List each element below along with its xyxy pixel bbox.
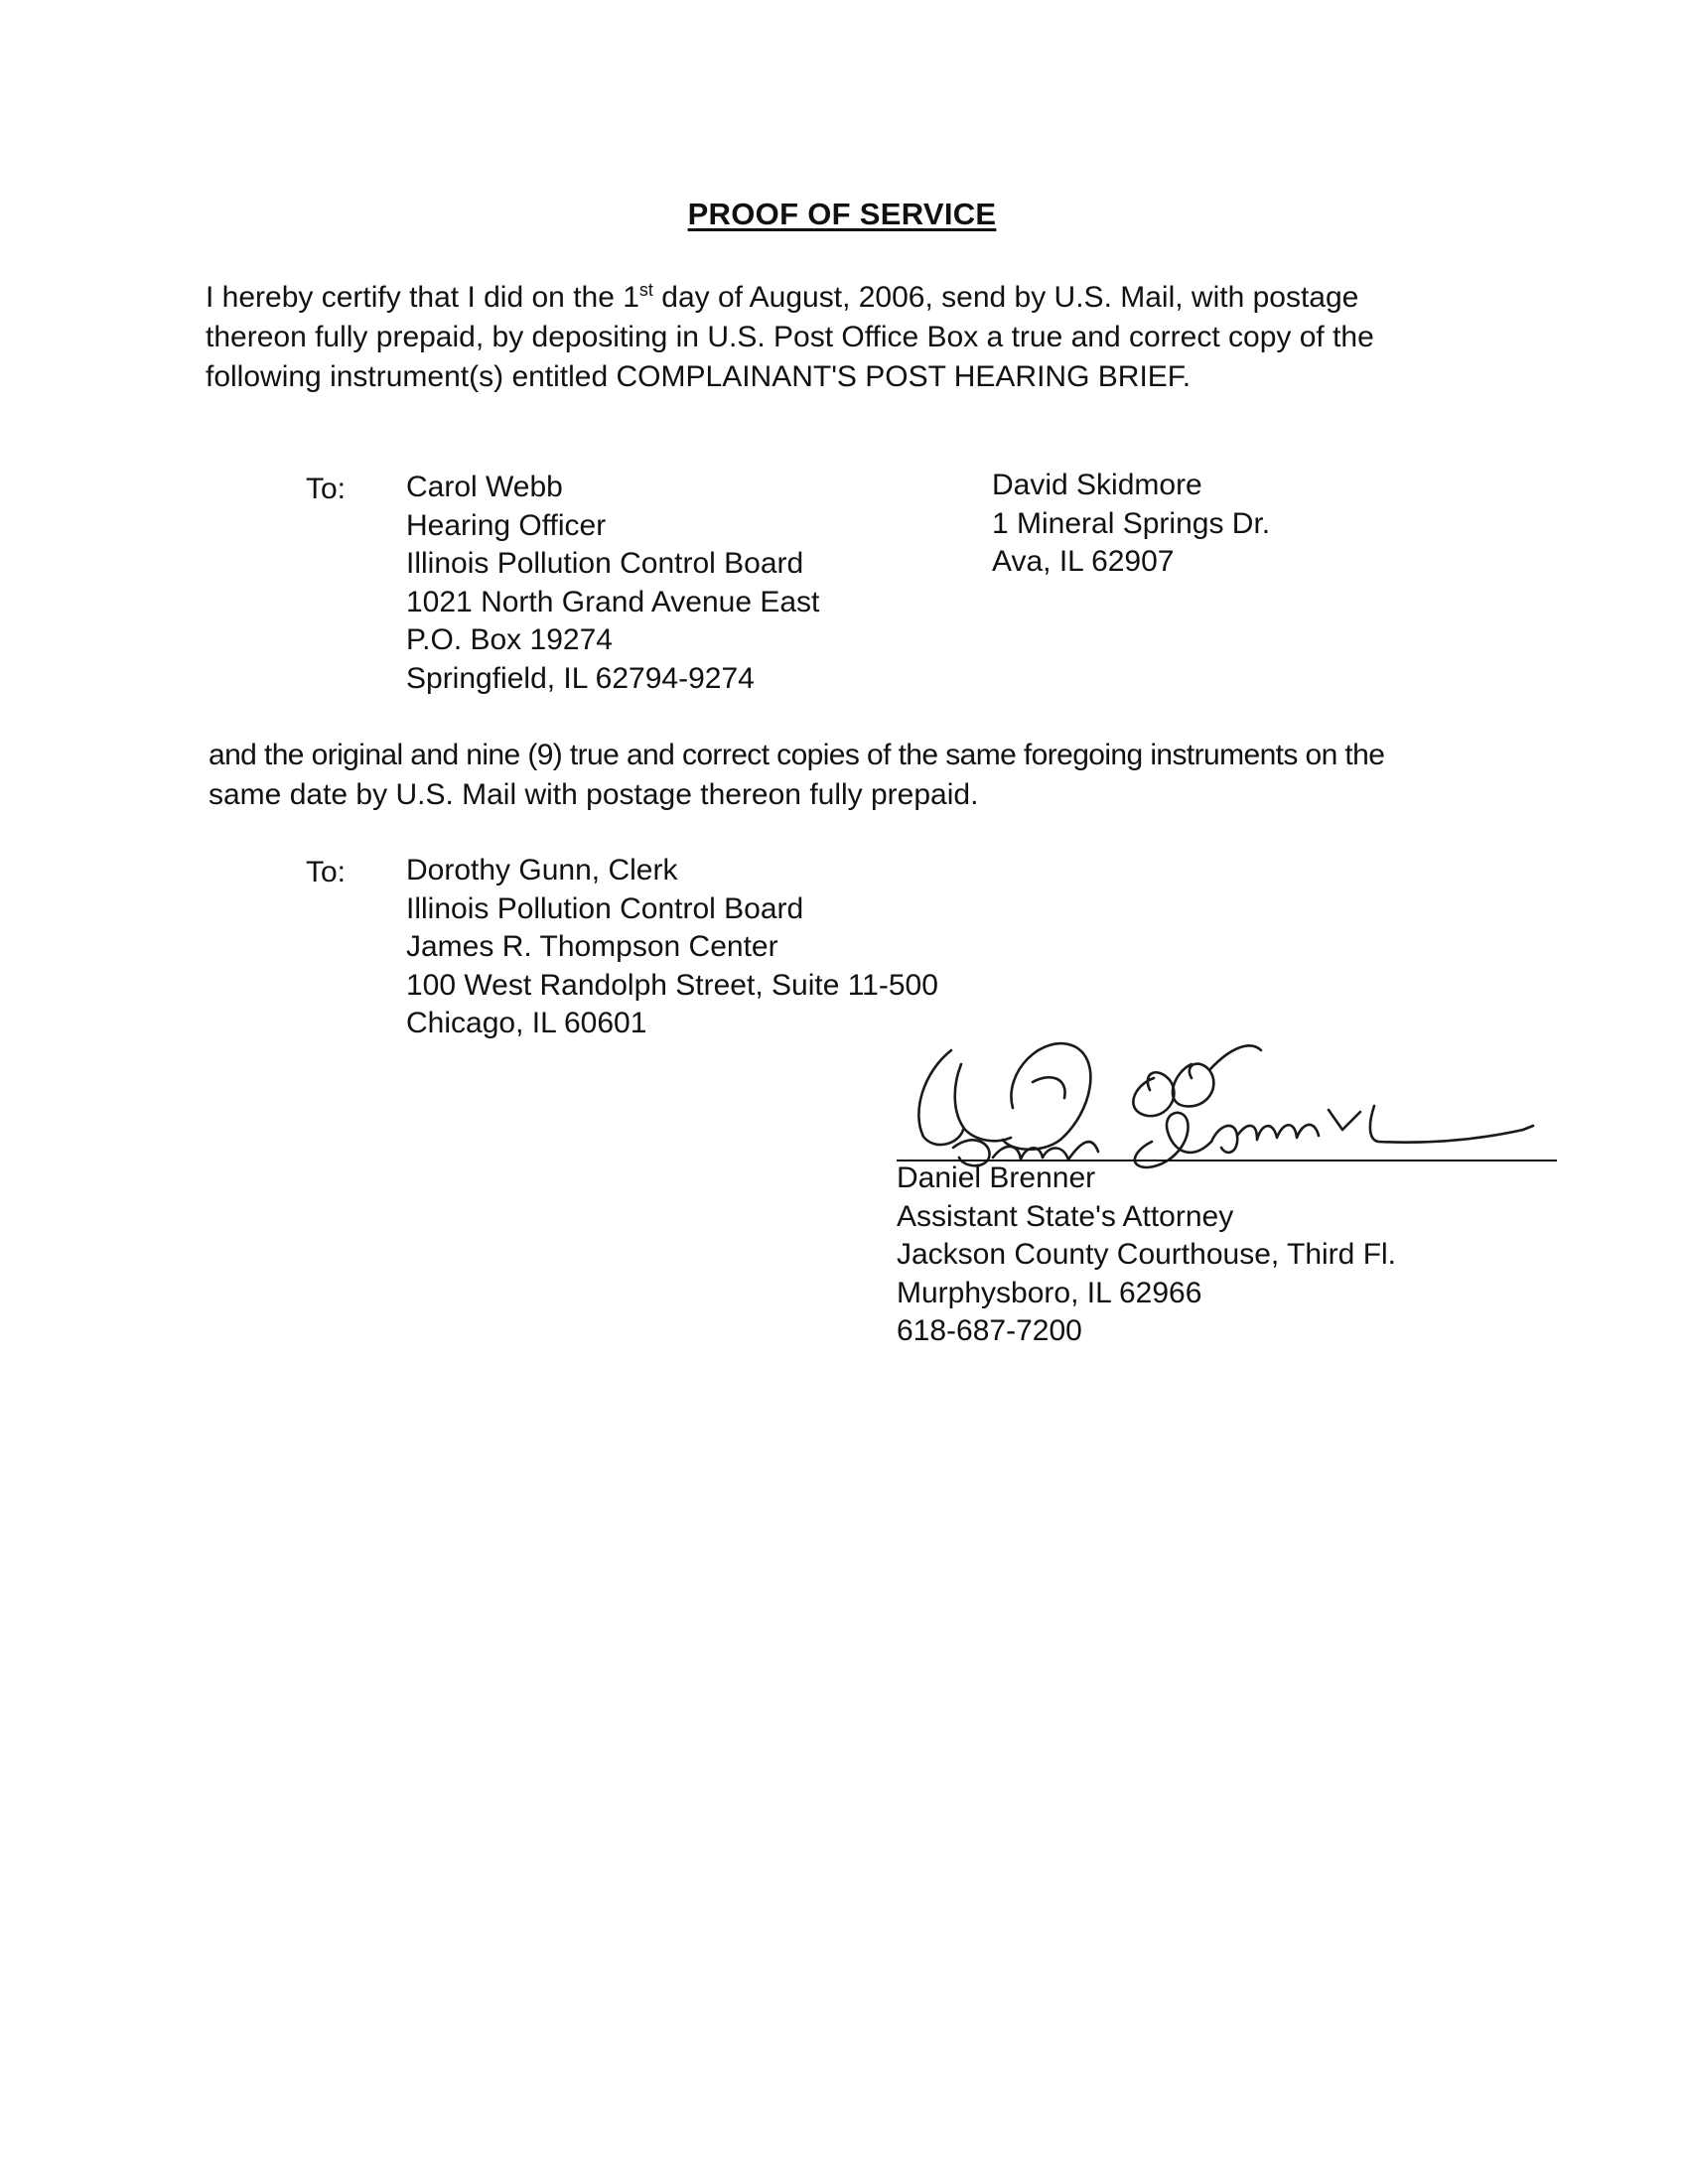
address-line: 100 West Randolph Street, Suite 11-500 <box>406 968 938 1002</box>
intro-line-2: thereon fully prepaid, by depositing in U.S. Post Office Box a true and correct copy of the <box>206 321 1374 353</box>
address-line: Chicago, IL 60601 <box>406 1007 647 1039</box>
signer-phone: 618-687-7200 <box>897 1314 1082 1347</box>
address-line: Dorothy Gunn, Clerk <box>406 854 678 887</box>
page-title: PROOF OF SERVICE <box>687 197 997 231</box>
address-line: Springfield, IL 62794-9274 <box>406 661 755 695</box>
address-line: Illinois Pollution Control Board <box>406 547 804 580</box>
handwritten-signature <box>894 1013 1569 1181</box>
intro-line-1: I hereby certify that I did on the 1st day of August, 2006, send by U.S. Mail, with postage <box>206 280 1359 314</box>
middle-line-2: same date by U.S. Mail with postage thereon fully prepaid. <box>209 778 979 811</box>
address-line: Carol Webb <box>406 471 563 503</box>
signer-title: Assistant State's Attorney <box>897 1199 1234 1233</box>
to-label-first: To: <box>306 473 347 505</box>
to-label-second: To: <box>306 856 347 888</box>
address-line: James R. Thompson Center <box>406 930 778 963</box>
signer-city: Murphysboro, IL 62966 <box>897 1276 1202 1309</box>
address-line: P.O. Box 19274 <box>406 623 613 656</box>
ordinal-suffix: st <box>638 280 653 300</box>
signature-block <box>897 1160 1396 1351</box>
recipient-address-2 <box>992 467 1270 582</box>
intro-line-3: following instrument(s) entitled COMPLAINANT'S POST HEARING BRIEF. <box>206 360 1192 393</box>
address-line: David Skidmore <box>992 469 1202 501</box>
middle-line-1: and the original and nine (9) true and correct copies of the same foregoing instruments on the <box>209 739 1385 771</box>
address-line: 1 Mineral Springs Dr. <box>992 506 1271 540</box>
intro-paragraph <box>206 278 1374 397</box>
address-line: Hearing Officer <box>406 508 607 542</box>
address-line: Illinois Pollution Control Board <box>406 891 804 925</box>
signer-name: Daniel Brenner <box>897 1161 1096 1194</box>
middle-paragraph <box>209 736 1384 815</box>
recipient-address-clerk <box>406 852 938 1043</box>
address-line: 1021 North Grand Avenue East <box>406 585 820 618</box>
signer-address-line: Jackson County Courthouse, Third Fl. <box>897 1238 1397 1271</box>
recipient-address-1 <box>406 469 819 698</box>
address-line: Ava, IL 62907 <box>992 545 1175 578</box>
